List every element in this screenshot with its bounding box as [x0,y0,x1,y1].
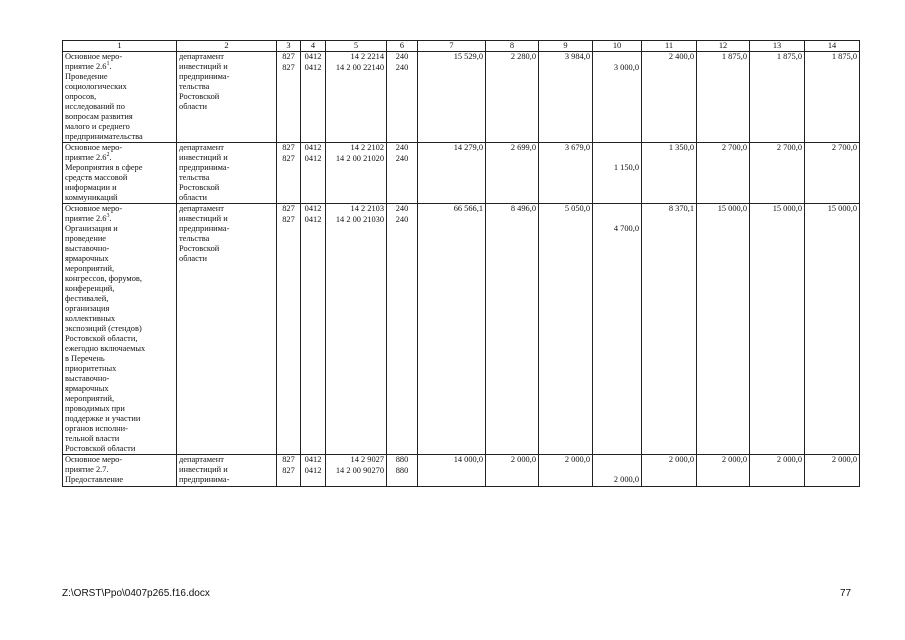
csr-code-value: 14 2 00 21020 [335,154,384,163]
total-amount-cell [418,204,486,455]
total-amount-value: 14 000,0 [453,455,483,464]
year-amount-cell [642,143,697,204]
page-number: 77 [840,588,852,599]
year-amount-value: 2 699,0 [510,143,536,152]
measure-name-text: . Проведение социологических опросов, исследований по вопросам развития малого и среднего предпринимательства [65,62,143,141]
year-amount-value: 15 000,0 [772,204,802,213]
year-amount-value: 3 984,0 [564,52,590,61]
year-amount-value: 8 496,0 [510,204,536,213]
rzpr-code-cell [301,143,326,204]
year-amount-cell [805,204,860,455]
executor-text: департамент инвестиций и предпринима- тельства Ростовской области [179,204,230,263]
year-amount-cell [750,455,805,487]
rzpr-code-cell [301,204,326,455]
year-amount-cell [486,52,539,143]
year-amount-value: 3 679,0 [564,143,590,152]
year-amount-cell [539,143,593,204]
footer-file-path: Z:\ORST\Ppo\0407p265.f16.docx [62,588,210,599]
vr-code-value: 240 [395,204,409,213]
vr-code-cell [387,204,418,455]
grbs-code-value: 827 [282,215,295,224]
year-amount-value: 8 370,1 [668,204,694,213]
grbs-code-value: 827 [282,63,295,72]
header-cell: 10 [593,41,642,52]
year-amount-value: 2 000,0 [510,455,536,464]
header-cell: 7 [418,41,486,52]
year-amount-cell [593,143,642,204]
year-amount-cell [750,204,805,455]
budget-table [62,40,860,487]
year-amount-cell [486,143,539,204]
year-amount-value: 15 000,0 [717,204,747,213]
csr-code-cell [326,204,387,455]
year-amount-cell [539,52,593,143]
vr-code-value: 240 [395,143,409,152]
csr-code-cell [326,143,387,204]
year-amount-cell [805,143,860,204]
total-amount-value: 15 529,0 [453,52,483,61]
header-cell: 8 [486,41,539,52]
csr-code-value: 14 2 2102 [350,143,384,152]
rzpr-code-value: 0412 [304,154,322,163]
csr-code-cell [326,52,387,143]
year-amount-cell [697,204,750,455]
measure-superscript: 1 [106,61,110,68]
executor-text: департамент инвестиций и предпринима- тельства Ростовской области [179,52,230,111]
grbs-code-value: 827 [282,52,295,61]
rzpr-code-value: 0412 [304,204,322,213]
vr-code-value: 240 [395,52,409,61]
year-amount-value: 4 700,0 [613,224,639,233]
header-cell: 6 [387,41,418,52]
executor-text: департамент инвестиций и предпринима- тельства Ростовской области [179,143,230,202]
year-amount-cell [593,204,642,455]
vr-code-cell [387,52,418,143]
year-amount-value: 2 400,0 [668,52,694,61]
rzpr-code-value: 0412 [304,455,322,464]
executor-cell [177,204,277,455]
rzpr-code-value: 0412 [304,63,322,72]
year-amount-value: 1 875,0 [776,52,802,61]
measure-name-text: Основное меро- приятие 2.6 [65,143,123,162]
table-row [63,204,860,455]
year-amount-value: 3 000,0 [613,63,639,72]
year-amount-value: 2 700,0 [831,143,857,152]
header-cell: 14 [805,41,860,52]
csr-code-value: 14 2 2103 [350,204,384,213]
year-amount-value: 2 280,0 [510,52,536,61]
executor-cell [177,143,277,204]
grbs-code-value: 827 [282,204,295,213]
rzpr-code-cell [301,52,326,143]
measure-superscript: 2 [106,152,110,159]
grbs-code-value: 827 [282,143,295,152]
grbs-code-cell [277,204,301,455]
year-amount-value: 2 000,0 [831,455,857,464]
rzpr-code-value: 0412 [304,215,322,224]
year-amount-value: 2 000,0 [564,455,590,464]
year-amount-cell [642,204,697,455]
year-amount-cell [486,455,539,487]
year-amount-cell [642,52,697,143]
measure-name-text: . Организация и проведение выставочно- ярмарочных мероприятий, конгрессов, форумов, конференций, фестивалей, организация коллективных экспозиций (стендов) Ростовской области, ежегодно включаемых в Перечень приоритетных выставочно- ярмарочных мероприятий, проводимых при поддержке и участии органов исполни- тельной власти Ростовской области [65,214,146,453]
year-amount-cell [642,455,697,487]
year-amount-value: 2 000,0 [668,455,694,464]
header-cell: 9 [539,41,593,52]
vr-code-cell [387,143,418,204]
grbs-code-value: 827 [282,466,295,475]
column-number-row [63,41,860,52]
table-row [63,52,860,143]
rzpr-code-value: 0412 [304,466,322,475]
rzpr-code-value: 0412 [304,52,322,61]
year-amount-value: 2 000,0 [776,455,802,464]
executor-cell [177,455,277,487]
header-cell: 3 [277,41,301,52]
measure-superscript: 3 [106,213,110,220]
vr-code-value: 880 [395,466,409,475]
total-amount-value: 14 279,0 [453,143,483,152]
measure-name-text: Основное меро- приятие 2.6 [65,52,123,71]
csr-code-value: 14 2 00 21030 [335,215,384,224]
grbs-code-value: 827 [282,455,295,464]
measure-name-cell [63,204,177,455]
year-amount-cell [750,143,805,204]
measure-name-cell [63,143,177,204]
year-amount-value: 1 150,0 [613,163,639,172]
header-cell: 13 [750,41,805,52]
vr-code-cell [387,455,418,487]
year-amount-value: 2 700,0 [721,143,747,152]
measure-name-text: Основное меро- приятие 2.7. Предоставление [65,455,124,484]
table-row [63,143,860,204]
total-amount-cell [418,455,486,487]
year-amount-cell [697,143,750,204]
header-cell: 12 [697,41,750,52]
vr-code-value: 240 [395,215,409,224]
header-cell: 5 [326,41,387,52]
header-cell: 11 [642,41,697,52]
measure-name-text: Основное меро- приятие 2.6 [65,204,123,223]
year-amount-cell [805,455,860,487]
csr-code-value: 14 2 00 22140 [335,63,384,72]
year-amount-cell [750,52,805,143]
year-amount-cell [486,204,539,455]
grbs-code-value: 827 [282,154,295,163]
year-amount-cell [539,455,593,487]
csr-code-value: 14 2 00 90270 [335,466,384,475]
year-amount-cell [697,52,750,143]
year-amount-value: 5 050,0 [564,204,590,213]
rzpr-code-cell [301,455,326,487]
vr-code-value: 240 [395,63,409,72]
year-amount-value: 1 350,0 [668,143,694,152]
table-row [63,455,860,487]
year-amount-cell [593,455,642,487]
header-cell: 1 [63,41,177,52]
year-amount-cell [539,204,593,455]
executor-cell [177,52,277,143]
grbs-code-cell [277,52,301,143]
year-amount-value: 2 000,0 [613,475,639,484]
grbs-code-cell [277,143,301,204]
year-amount-cell [697,455,750,487]
year-amount-value: 2 700,0 [776,143,802,152]
measure-name-cell [63,52,177,143]
executor-text: департамент инвестиций и предпринима- [179,455,230,484]
vr-code-value: 240 [395,154,409,163]
header-cell: 4 [301,41,326,52]
year-amount-value: 15 000,0 [827,204,857,213]
csr-code-value: 14 2 2214 [350,52,384,61]
measure-name-cell [63,455,177,487]
measure-name-text: . Мероприятия в сфере средств массовой информации и коммуникаций [65,153,143,202]
csr-code-cell [326,455,387,487]
total-amount-cell [418,52,486,143]
rzpr-code-value: 0412 [304,143,322,152]
year-amount-value: 1 875,0 [831,52,857,61]
total-amount-value: 66 566,1 [453,204,483,213]
total-amount-cell [418,143,486,204]
grbs-code-cell [277,455,301,487]
year-amount-cell [805,52,860,143]
year-amount-cell [593,52,642,143]
vr-code-value: 880 [395,455,409,464]
csr-code-value: 14 2 9027 [350,455,384,464]
header-cell: 2 [177,41,277,52]
year-amount-value: 2 000,0 [721,455,747,464]
year-amount-value: 1 875,0 [721,52,747,61]
